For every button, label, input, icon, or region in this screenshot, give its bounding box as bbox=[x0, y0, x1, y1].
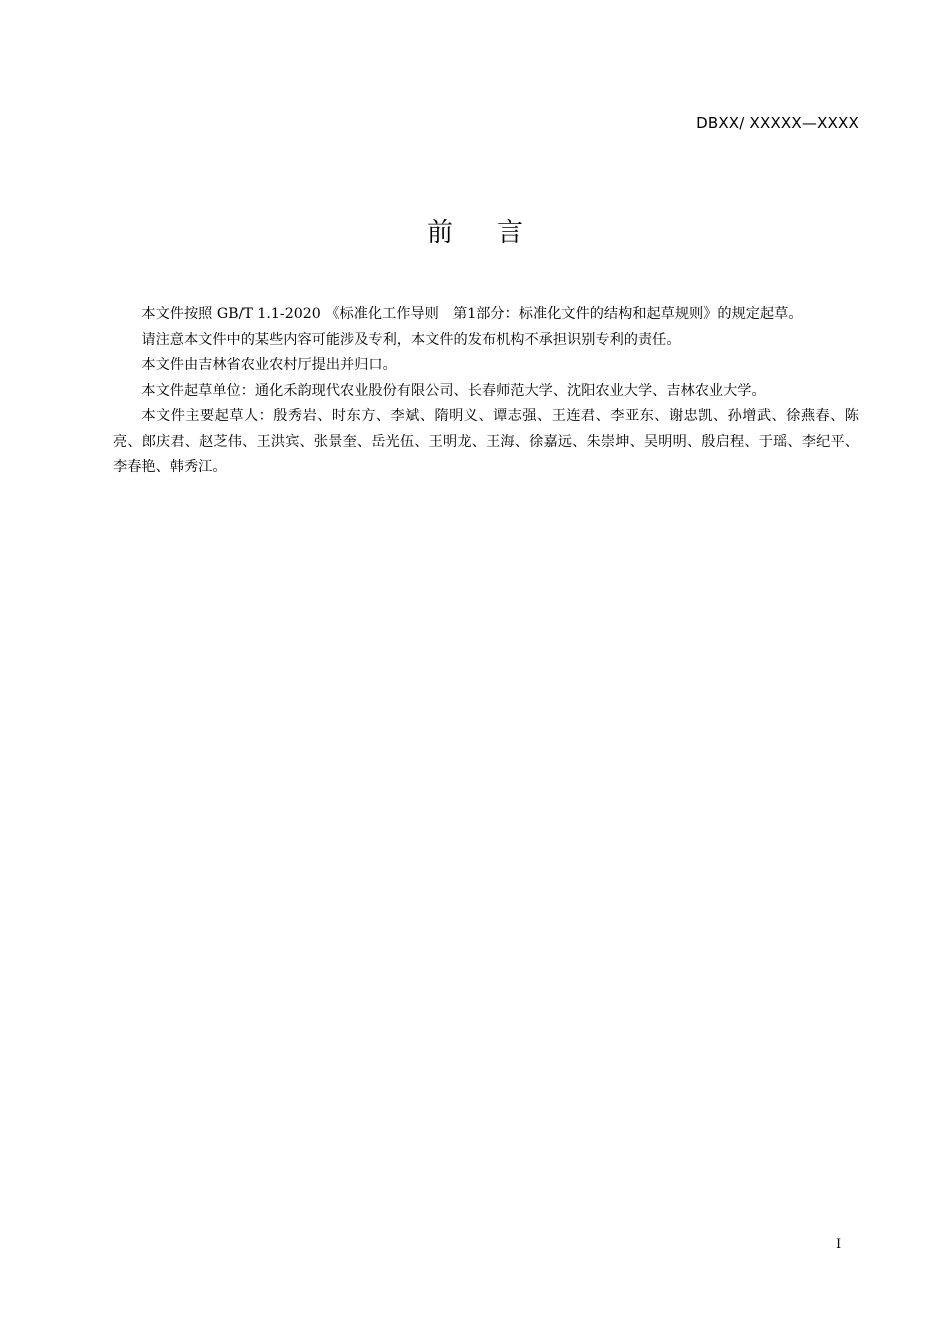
foreword-body bbox=[113, 302, 859, 481]
page-number: I bbox=[836, 1237, 842, 1252]
paragraph-drafting-units: 本文件起草单位：通化禾韵现代农业股份有限公司、长春师范大学、沈阳农业大学、吉林农业大学。 bbox=[141, 382, 766, 399]
page-title: 前言 bbox=[426, 218, 567, 248]
paragraph-patent-notice: 请注意本文件中的某些内容可能涉及专利，本文件的发布机构不承担识别专利的责任。 bbox=[141, 331, 681, 348]
document-code: DBXX/ XXXXX—XXXX bbox=[696, 114, 859, 132]
paragraph-standard-basis: 本文件按照 GB/T 1.1-2020 《标准化工作导则 第1部分：标准化文件的结构和起草规则》的规定起草。 bbox=[141, 306, 803, 322]
paragraph-drafters: 本文件主要起草人：殷秀岩、时东方、李斌、隋明义、谭志强、王连君、李亚东、谢忠凯、孙增武、徐燕春、陈亮、郎庆君、赵芝伟、王洪宾、张景奎、岳光伍、王明龙、王海、徐嘉远、朱崇坤、吴明明、殷启程、于瑶、李纪平、李春艳、韩秀江。 bbox=[113, 408, 859, 475]
paragraph-proposer: 本文件由吉林省农业农村厅提出并归口。 bbox=[141, 357, 397, 373]
